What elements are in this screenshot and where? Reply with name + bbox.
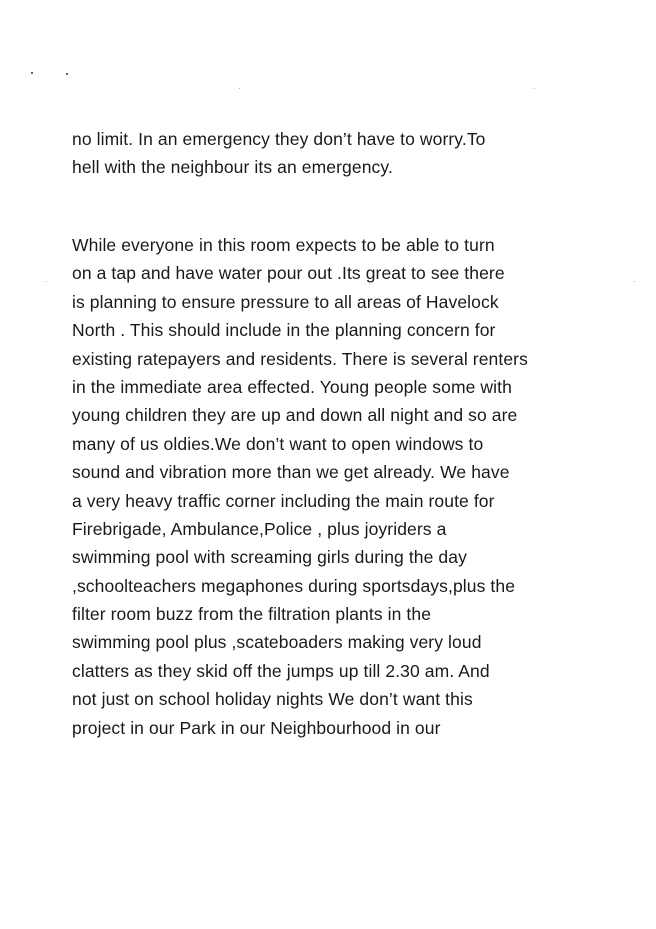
text-line: sound and vibration more than we get already. We have bbox=[72, 462, 510, 483]
scan-speck bbox=[31, 72, 33, 74]
scan-speck bbox=[66, 73, 68, 75]
text-line: is planning to ensure pressure to all areas of Havelock bbox=[72, 291, 499, 312]
text-line: many of us oldies.We don’t want to open windows to bbox=[72, 433, 484, 454]
scan-speck bbox=[46, 281, 47, 282]
scan-speck bbox=[634, 281, 635, 282]
scan-speck bbox=[239, 88, 240, 89]
text-line: a very heavy traffic corner including the main route for bbox=[72, 490, 495, 511]
text-line: swimming pool plus ,scateboaders making very loud bbox=[72, 632, 482, 653]
text-line: filter room buzz from the filtration plants in the bbox=[72, 604, 432, 625]
text-line: North . This should include in the planning concern for bbox=[72, 320, 496, 341]
text-line: While everyone in this room expects to be able to turn bbox=[72, 235, 495, 255]
paragraph-1 bbox=[72, 125, 632, 182]
text-line: ,schoolteachers megaphones during sportsdays,plus the bbox=[72, 575, 516, 596]
text-line: on a tap and have water pour out .Its great to see there bbox=[72, 263, 505, 284]
text-line: project in our Park in our Neighbourhood in our bbox=[72, 717, 441, 738]
text-line: swimming pool with screaming girls during the day bbox=[72, 547, 467, 568]
text-line: existing ratepayers and residents. There is several renters bbox=[72, 348, 528, 369]
text-line: not just on school holiday nights We don’t want this bbox=[72, 689, 473, 710]
text-line: in the immediate area effected. Young people some with bbox=[72, 376, 512, 397]
text-line: clatters as they skid off the jumps up till 2.30 am. And bbox=[72, 660, 490, 681]
paragraph-2 bbox=[72, 231, 632, 742]
text-line: no limit. In an emergency they don’t have to worry.To bbox=[72, 129, 486, 149]
text-line: hell with the neighbour its an emergency. bbox=[72, 157, 393, 178]
scan-speck bbox=[534, 88, 535, 89]
text-line: Firebrigade, Ambulance,Police , plus joyriders a bbox=[72, 518, 447, 539]
text-line: young children they are up and down all night and so are bbox=[72, 405, 518, 426]
